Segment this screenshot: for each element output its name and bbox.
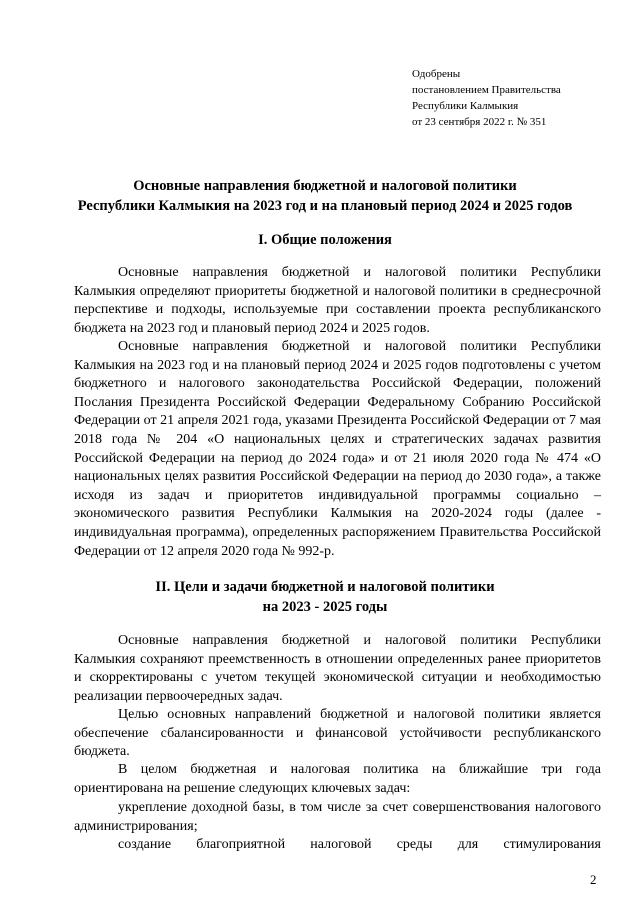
- paragraph: Целью основных направлений бюджетной и налоговой политики является обеспечение сбалансированности и финансовой устойчивости республиканского бюджета.: [74, 707, 601, 760]
- approval-line: Одобрены: [412, 68, 461, 80]
- paragraph: В целом бюджетная и налоговая политика на ближайшие три года ориентирована на решение следующих ключевых задач:: [74, 762, 601, 796]
- approval-stamp: [412, 66, 561, 130]
- approval-line: от 23 сентября 2022 г. № 351: [412, 116, 547, 128]
- paragraph: Основные направления бюджетной и налоговой политики Республики Калмыкия определяют приоритеты бюджетной и налоговой политики в среднесрочной перспективе и подходы, используемые при составлении проекта республиканского бюджета на 2023 год и плановый период 2024 и 2025 годов.: [74, 265, 601, 336]
- section-heading-text: I. Общие положения: [258, 232, 392, 248]
- document-title-line: Республики Калмыкия на 2023 год и на плановый период 2024 и 2025 годов: [77, 198, 573, 214]
- approval-line: постановлением Правительства: [412, 84, 561, 96]
- section-heading-line: на 2023 - 2025 годы: [262, 599, 388, 615]
- paragraph: создание благоприятной налоговой среды для стимулирования: [118, 837, 601, 852]
- document-title: [60, 176, 590, 216]
- section-heading: [60, 230, 590, 250]
- approval-line: Республики Калмыкия: [412, 100, 519, 112]
- page-number: 2: [590, 872, 597, 887]
- paragraph: укрепление доходной базы, в том числе за счет совершенствования налогового администрирования;: [74, 800, 601, 834]
- section-heading: [60, 577, 590, 617]
- paragraph: Основные направления бюджетной и налоговой политики Республики Калмыкия на 2023 год и на плановый период 2024 и 2025 годов подготовлены с учетом бюджетного и налогового законодательства Российской Федерации, положений Послания Президента Российской Федерации Федеральному Собранию Российской Федерации от 21 апреля 2021 года, указами Президента Российской Федерации от 7 мая 2018 года № 204 «О национальных целях и стратегических задачах развития Российской Федерации на период до 2024 года» и от 21 июля 2020 года № 474 «О национальных целях развития Российской Федерации на период до 2030 года», а также исходя из задач и приоритетов индивидуальной программы социально – экономического развития Республики Калмыкия на 2020-2024 годы (далее - индивидуальная программа), определенных распоряжением Правительства Российской Федерации от 12 апреля 2020 года № 992-р.: [74, 339, 601, 559]
- document-title-line: Основные направления бюджетной и налоговой политики: [133, 178, 517, 194]
- section-heading-line: II. Цели и задачи бюджетной и налоговой политики: [155, 579, 495, 595]
- paragraph: Основные направления бюджетной и налоговой политики Республики Калмыкия сохраняют преемственность в отношении определенных ранее приоритетов и скорректированы с учетом текущей экономической ситуации и необходимостью реализации первоочередных задач.: [74, 633, 601, 704]
